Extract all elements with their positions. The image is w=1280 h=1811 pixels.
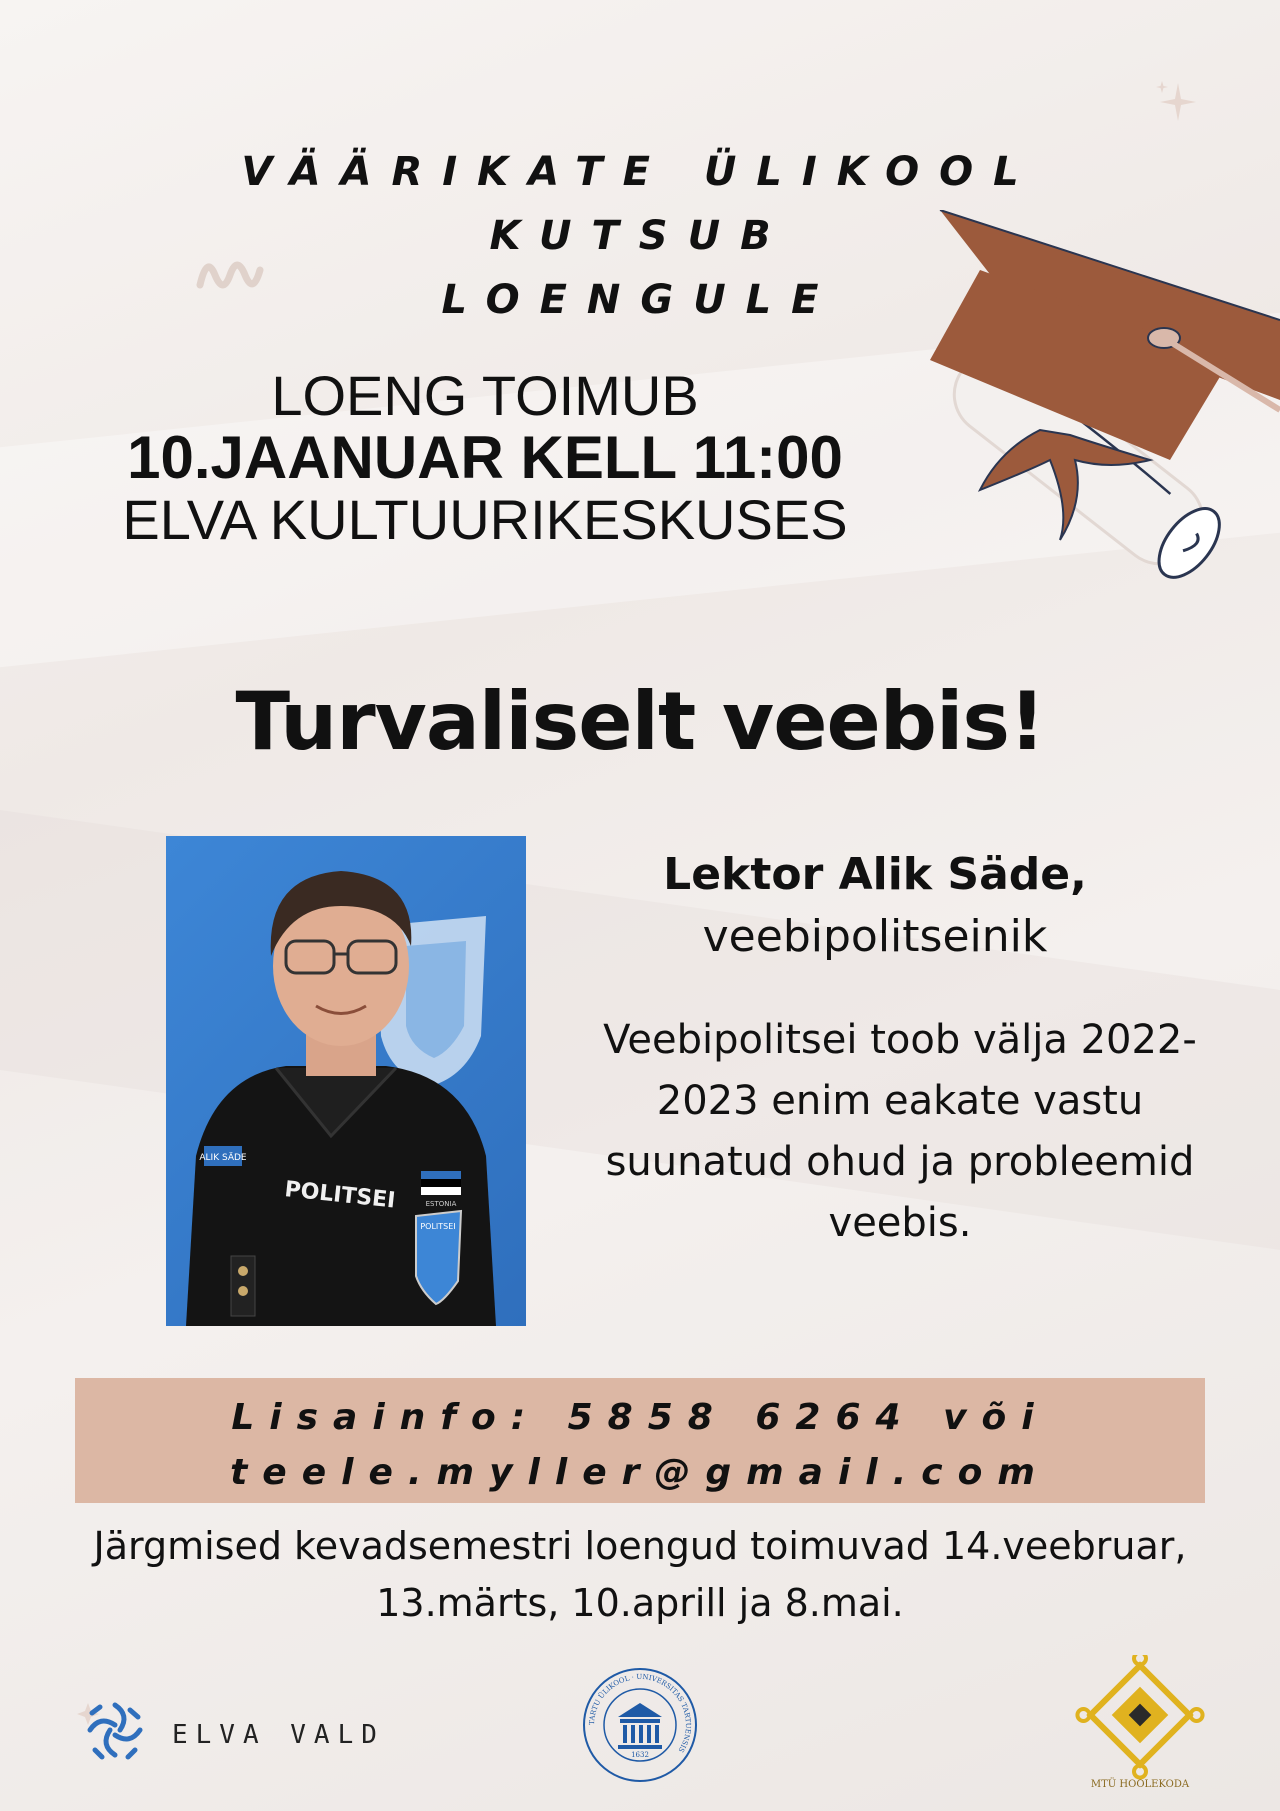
shirt-text: POLITSEI [283,1177,397,1214]
lecturer-name: Lektor Alik Säde, [663,849,1087,900]
invite-heading [120,140,1160,332]
patch-text: POLITSEI [420,1222,456,1231]
next-lectures-line-2: 13.märts, 10.aprill ja 8.mai. [376,1581,904,1625]
event-line-1: LOENG TOIMUB [271,364,699,427]
lecture-title: Turvaliselt veebis! [235,675,1045,768]
tartu-ulikool-logo-icon [580,1665,700,1785]
lecturer-info [560,845,1190,969]
hoolekoda-logo-icon [1075,1655,1205,1795]
next-lectures-line-1: Järgmised kevadsemestri loengud toimuvad 14.veebruar, [93,1524,1187,1568]
event-details [60,365,910,551]
tartu-year: 1632 [631,1751,649,1759]
contact-info [75,1390,1205,1500]
event-location: ELVA KULTUURIKESKUSES [122,488,848,551]
tartu-logo-text: TARTU ÜLIKOOL · UNIVERSITAS TARTUENSIS [587,1672,693,1754]
invite-line-1: VÄÄRIKATE ÜLIKOOL KUTSUB [241,149,1039,259]
elva-vald-logo-icon [70,1685,160,1775]
description-line: Veebipolitsei toob välja 2022- [603,1017,1197,1063]
lecture-description [570,1010,1230,1254]
invite-line-2: LOENGULE [441,277,839,323]
badge-text: ALIK SÄDE [199,1153,247,1163]
description-line: 2023 enim eakate vastu [656,1078,1144,1124]
hoolekoda-logo-text: MTÜ HOOLEKODA [1090,1779,1190,1790]
next-lectures [60,1518,1220,1632]
description-line: veebis. [828,1200,972,1246]
lecturer-photo [166,836,526,1326]
contact-phone: Lisainfo: 5858 6264 või [231,1397,1049,1438]
contact-email-link[interactable]: teele.myller@gmail.com [230,1452,1050,1493]
flag-label: ESTONIA [425,1200,457,1208]
lecturer-role: veebipolitseinik [702,911,1048,962]
description-line: suunatud ohud ja probleemid [605,1139,1195,1185]
elva-vald-logo-text: ELVA VALD [172,1720,385,1750]
sparkle-icon [1148,75,1208,135]
event-date-time: 10.JAANUAR KELL 11:00 [127,424,843,491]
lecturer-portrait-icon [166,836,526,1326]
